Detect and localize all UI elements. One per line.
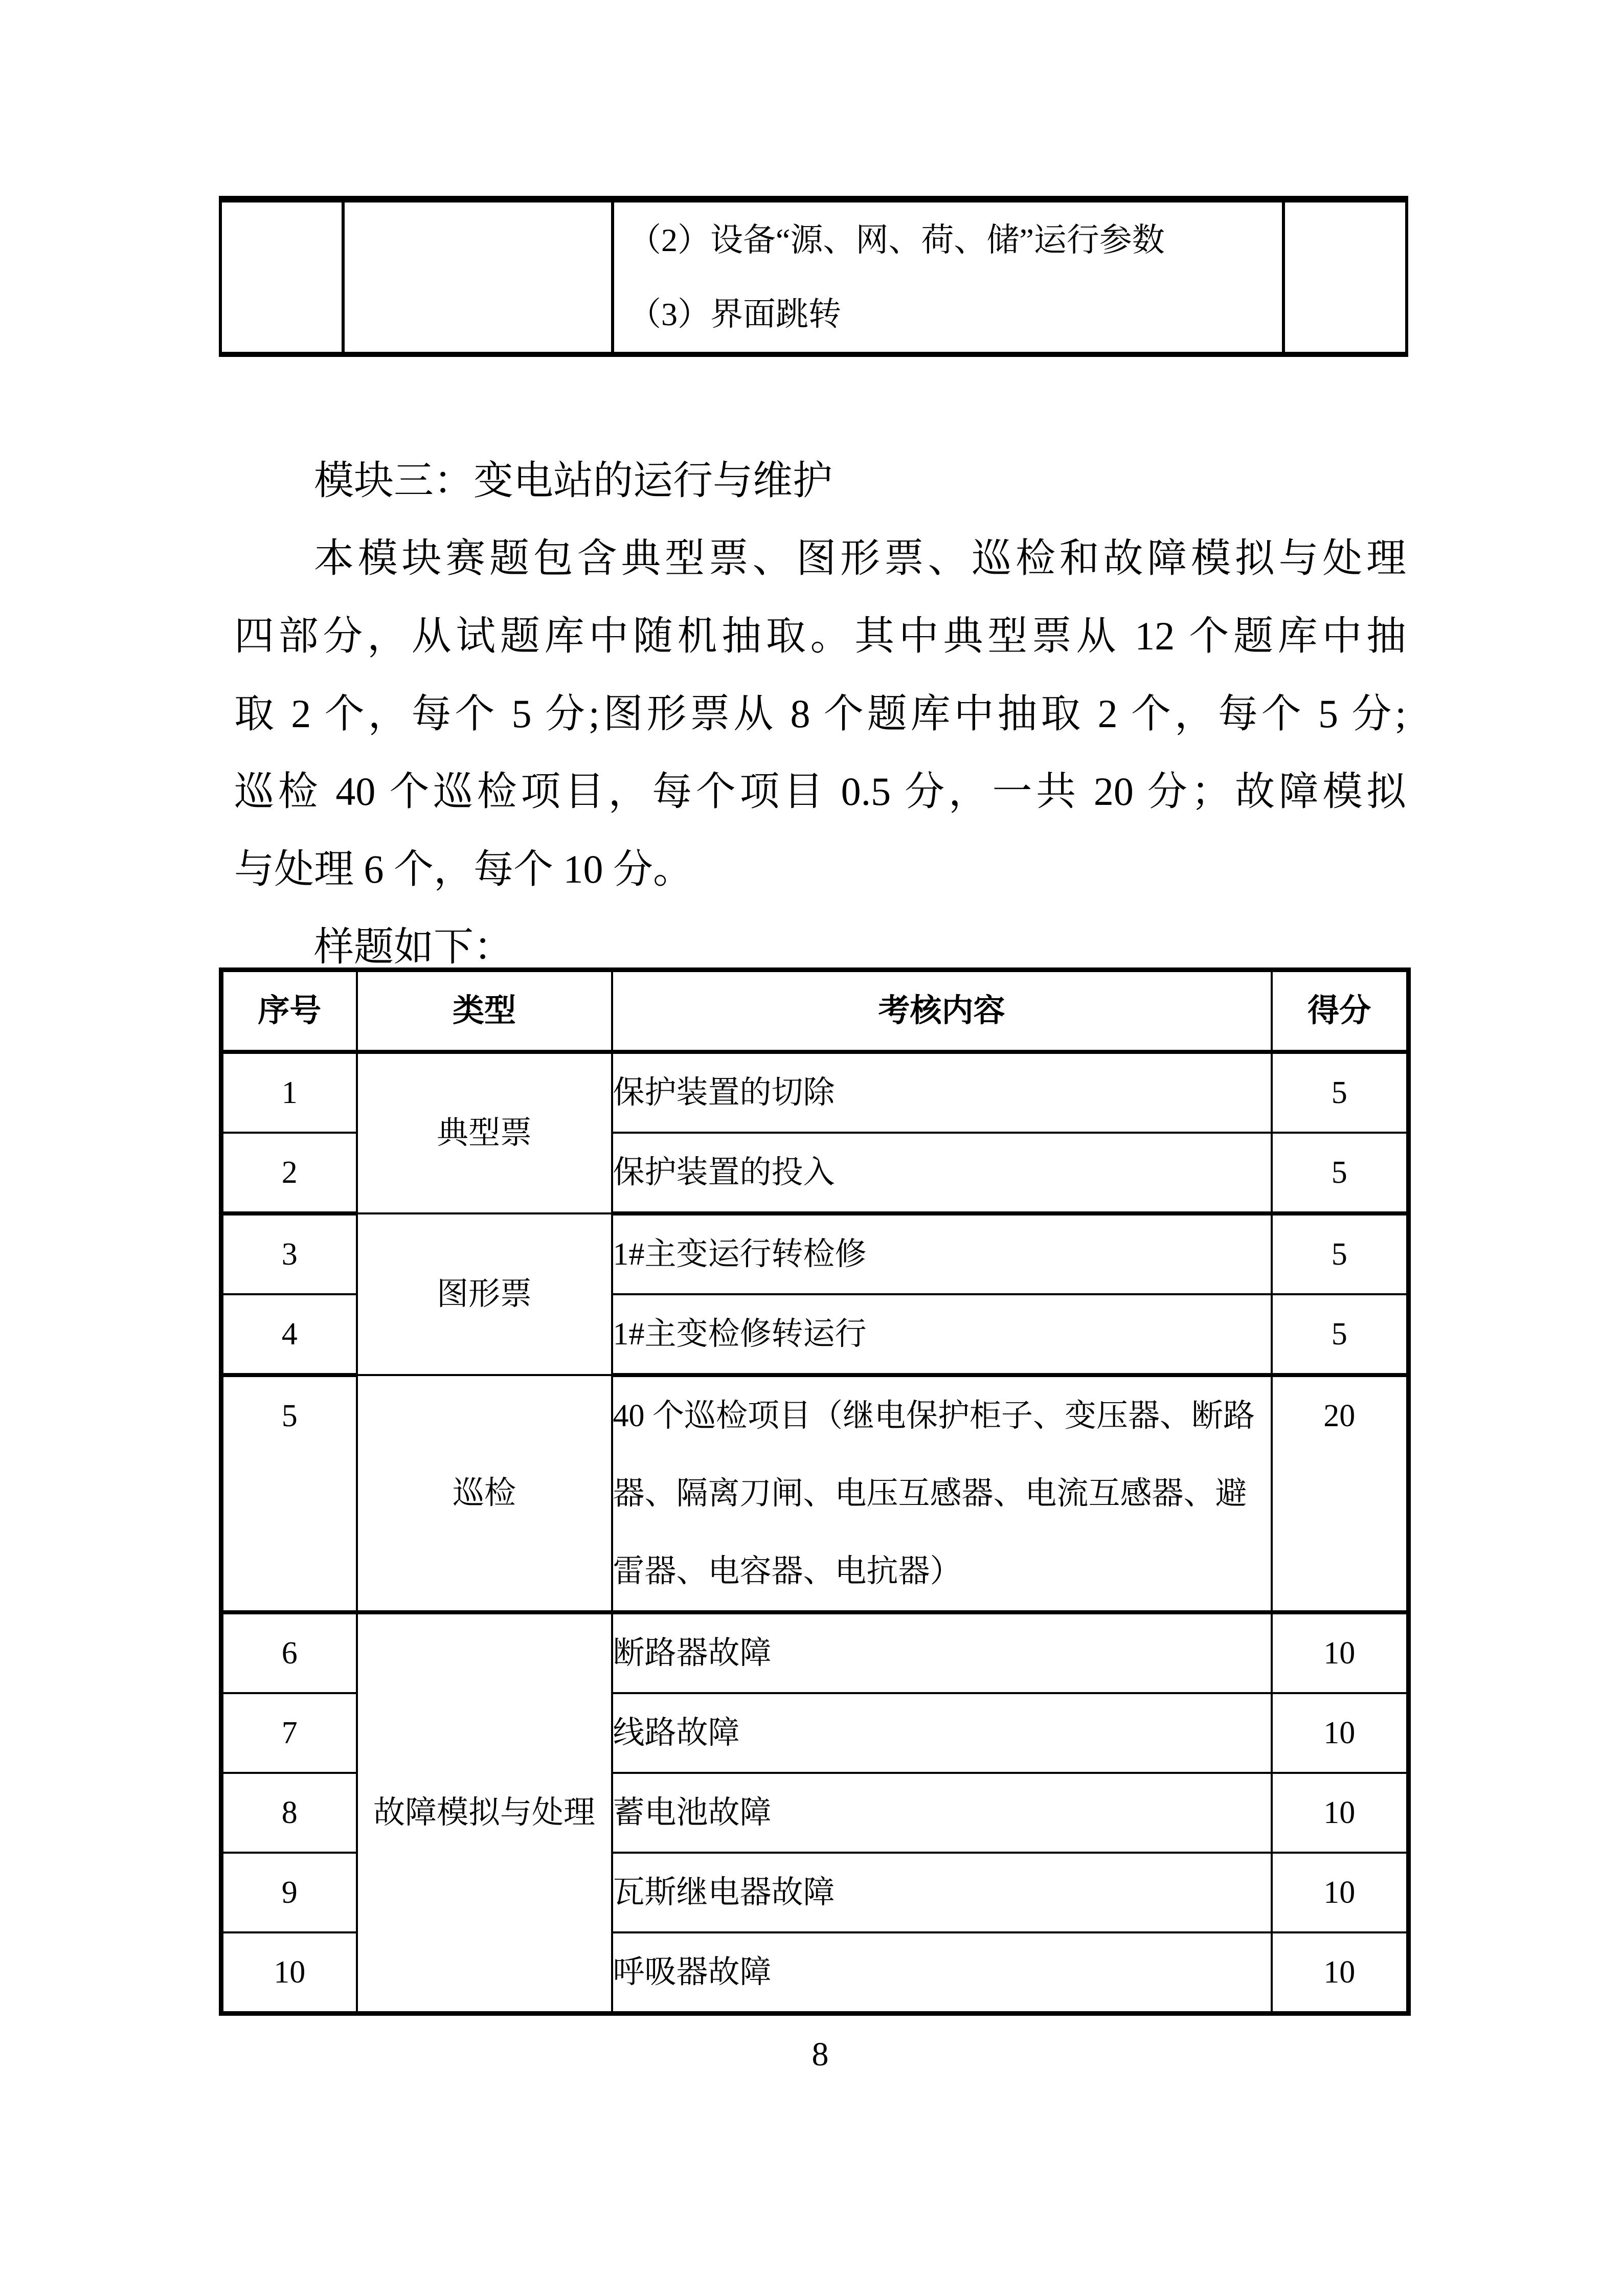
continuation-cell-empty-1: [220, 199, 343, 355]
continuation-content-cell: [613, 199, 1283, 355]
score-cell: 20: [1272, 1375, 1409, 1612]
serial-cell: 5: [221, 1375, 357, 1612]
serial-cell: 4: [221, 1294, 357, 1375]
type-cell: 故障模拟与处理: [357, 1612, 612, 2014]
content-cell: 保护装置的投入: [612, 1133, 1272, 1213]
score-cell: 5: [1272, 1052, 1409, 1133]
table-row: [221, 1612, 1409, 1693]
serial-cell: 10: [221, 1932, 357, 2014]
paragraph-line: 与处理 6 个，每个 10 分。: [234, 847, 693, 891]
type-cell: 典型票: [357, 1052, 612, 1213]
content-cell: 保护装置的切除: [612, 1052, 1272, 1133]
score-cell: 10: [1272, 1693, 1409, 1773]
score-cell: 10: [1272, 1773, 1409, 1853]
serial-cell: 9: [221, 1853, 357, 1932]
continuation-line-2: （3）界面跳转: [628, 296, 841, 332]
content-cell: 呼吸器故障: [612, 1932, 1272, 2014]
content-cell: 蓄电池故障: [612, 1773, 1272, 1853]
type-cell: 图形票: [357, 1213, 612, 1375]
sample-table: [219, 967, 1411, 2016]
table-row: [221, 1375, 1409, 1612]
serial-cell: 6: [221, 1612, 357, 1693]
content-cell: 40 个巡检项目（继电保护柜子、变压器、断路器、隔离刀闸、电压互感器、电流互感器、避雷器、电容器、电抗器）: [612, 1375, 1272, 1612]
page-number: 8: [812, 2036, 829, 2073]
col-header-no: 序号: [221, 970, 357, 1052]
serial-cell: 1: [221, 1052, 357, 1133]
continuation-table-row: [220, 199, 1407, 355]
content-cell: 1#主变运行转检修: [612, 1213, 1272, 1294]
serial-cell: 7: [221, 1693, 357, 1773]
score-cell: 10: [1272, 1853, 1409, 1932]
paragraph-line: 巡检 40 个巡检项目，每个项目 0.5 分，一共 20 分；故障模拟: [234, 769, 1406, 814]
score-cell: 10: [1272, 1932, 1409, 2014]
paragraph-line: 取 2 个，每个 5 分;图形票从 8 个题库中抽取 2 个，每个 5 分;: [234, 691, 1406, 736]
col-header-content: 考核内容: [612, 970, 1272, 1052]
paragraph-line: 本模块赛题包含典型票、图形票、巡检和故障模拟与处理: [314, 536, 1406, 580]
score-cell: 10: [1272, 1612, 1409, 1693]
serial-cell: 8: [221, 1773, 357, 1853]
continuation-table: [219, 196, 1408, 357]
content-cell: 线路故障: [612, 1693, 1272, 1773]
serial-cell: 2: [221, 1133, 357, 1213]
sample-table-header-row: [221, 970, 1409, 1052]
content-cell: 瓦斯继电器故障: [612, 1853, 1272, 1932]
score-cell: 5: [1272, 1213, 1409, 1294]
paragraph-line: 四部分，从试题库中随机抽取。其中典型票从 12 个题库中抽: [234, 614, 1406, 658]
continuation-cell-empty-3: [1283, 199, 1407, 355]
type-cell: 巡检: [357, 1375, 612, 1612]
content-cell: 1#主变检修转运行: [612, 1294, 1272, 1375]
score-cell: 5: [1272, 1133, 1409, 1213]
col-header-score: 得分: [1272, 970, 1409, 1052]
table-row: [221, 1052, 1409, 1133]
table-row: [221, 1213, 1409, 1294]
continuation-cell-empty-2: [343, 199, 613, 355]
score-cell: 5: [1272, 1294, 1409, 1375]
content-cell: 断路器故障: [612, 1612, 1272, 1693]
continuation-line-1: （2）设备“源、网、荷、储”运行参数: [628, 222, 1165, 258]
section-heading: 模块三：变电站的运行与维护: [314, 458, 833, 503]
serial-cell: 3: [221, 1213, 357, 1294]
sample-intro: 样题如下：: [314, 925, 514, 969]
col-header-type: 类型: [357, 970, 612, 1052]
